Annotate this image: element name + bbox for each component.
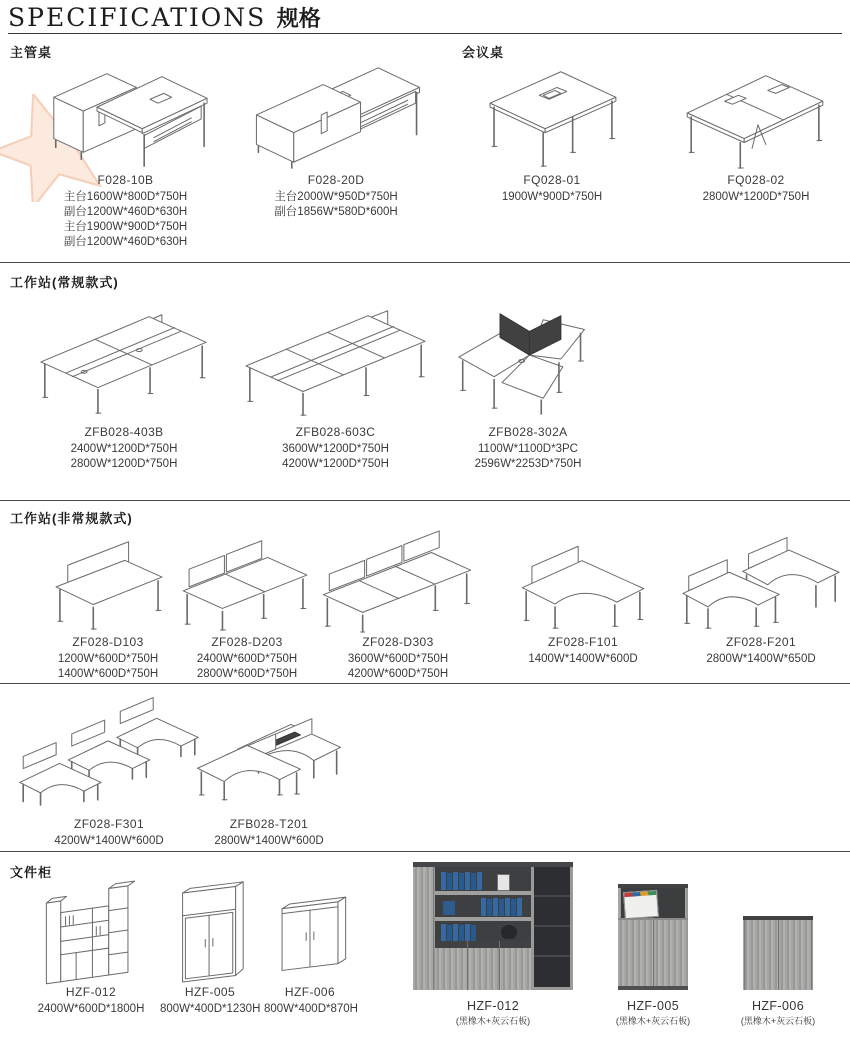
glass-frame-line bbox=[534, 925, 570, 927]
shelf-lip bbox=[618, 918, 688, 920]
lower-doors bbox=[435, 941, 531, 990]
shelf-board bbox=[435, 917, 531, 921]
product-card-hzf-012 bbox=[30, 874, 152, 1017]
product-card-zfb028-403b bbox=[38, 294, 210, 472]
low-cabinet-drawing bbox=[265, 876, 355, 982]
product-specs: 2400W*600D*750H 2800W*600D*750H bbox=[196, 653, 298, 680]
product-specs: 2400W*600D*1800H bbox=[37, 1003, 145, 1015]
product-card-zf028-d303 bbox=[313, 526, 483, 682]
product-specs: 800W*400D*870H bbox=[264, 1003, 358, 1015]
cabinet-photo-hzf-012 bbox=[413, 862, 573, 990]
door-seam bbox=[778, 920, 779, 990]
product-code: ZF028-D103 bbox=[72, 635, 144, 649]
product-code: ZF028-D203 bbox=[211, 635, 283, 649]
photo-frame bbox=[497, 874, 510, 891]
open-slot bbox=[435, 941, 531, 948]
product-card-zfb028-302a bbox=[447, 294, 609, 472]
executive-desk-drawing bbox=[248, 58, 424, 170]
divider bbox=[0, 262, 850, 263]
product-code: FQ028-02 bbox=[727, 173, 785, 187]
product-specs: 3600W*1200D*750H 4200W*1200D*750H bbox=[282, 443, 389, 470]
binder-row bbox=[441, 872, 482, 890]
product-code: HZF-005 bbox=[184, 985, 236, 999]
meeting-table-drawing bbox=[678, 58, 834, 170]
divider bbox=[0, 851, 850, 852]
product-code: F028-10B bbox=[97, 173, 154, 187]
product-code: HZF-012 bbox=[65, 985, 117, 999]
photo-caption: HZF-005 (黑橡木+灰云石板) bbox=[615, 999, 691, 1026]
section-label-meeting-tables: 会议桌 bbox=[462, 45, 505, 60]
bench-workstation-drawing bbox=[33, 298, 215, 422]
product-code: ZFB028-603C bbox=[295, 425, 376, 439]
cabinet-photo-hzf-006 bbox=[743, 916, 813, 990]
photo-caption: HZF-006 (黑橡木+灰云石板) bbox=[740, 999, 816, 1026]
product-specs: 1400W*1400W*600D bbox=[528, 653, 638, 665]
desk-with-screen-drawing bbox=[41, 526, 176, 632]
shelf-board bbox=[435, 891, 531, 895]
product-specs: 800W*400D*1230H bbox=[160, 1003, 261, 1015]
product-card-hzf-005 bbox=[160, 874, 260, 1017]
product-specs: 2800W*1400W*650D bbox=[706, 653, 816, 665]
product-specs: 4200W*1400W*600D bbox=[54, 835, 164, 847]
title-rule bbox=[8, 33, 842, 34]
product-code: FQ028-01 bbox=[523, 173, 581, 187]
product-card-fq028-01 bbox=[477, 56, 627, 205]
product-specs: 1900W*900D*750H bbox=[501, 191, 603, 203]
tall-cabinet-drawing bbox=[163, 876, 258, 982]
product-card-zf028-f301 bbox=[18, 690, 200, 849]
product-card-f028-20d bbox=[250, 56, 422, 220]
product-card-hzf-006 bbox=[264, 874, 356, 1017]
product-card-zf028-d203 bbox=[167, 526, 327, 682]
section-label-workstation-regular: 工作站(常规款式) bbox=[10, 275, 119, 290]
product-specs: 2800W*1200D*750H bbox=[702, 191, 810, 203]
cabinet-photo-hzf-005 bbox=[618, 884, 688, 990]
door-seam bbox=[499, 941, 500, 990]
product-code: ZF028-F301 bbox=[73, 817, 145, 831]
product-code: ZF028-D303 bbox=[362, 635, 434, 649]
glass-frame-line bbox=[534, 895, 570, 897]
product-code: ZFB028-302A bbox=[488, 425, 568, 439]
product-code: ZFB028-T201 bbox=[229, 817, 309, 831]
product-specs: 3600W*600D*750H 4200W*600D*750H bbox=[347, 653, 449, 680]
l-desk-drawing bbox=[675, 526, 847, 632]
page-title-zh: 规格 bbox=[276, 6, 321, 31]
glass-door bbox=[531, 867, 573, 990]
product-code: HZF-006 bbox=[284, 985, 336, 999]
product-card-fq028-02 bbox=[678, 56, 834, 205]
product-code: F028-20D bbox=[307, 173, 365, 187]
product-card-zf028-f101 bbox=[503, 526, 663, 667]
product-specs: 1100W*1100D*3PC 2596W*2253D*750H bbox=[474, 443, 582, 470]
divider bbox=[0, 683, 850, 684]
open-shelves bbox=[435, 867, 531, 941]
l-desk-drawing bbox=[506, 526, 661, 632]
product-card-zf028-f201 bbox=[675, 526, 847, 667]
photo-caption: HZF-012 (黑橡木+灰云石板) bbox=[455, 999, 531, 1026]
plant-decor bbox=[501, 925, 517, 939]
cluster-workstation-drawing bbox=[447, 296, 609, 422]
door-seam bbox=[433, 867, 434, 990]
bench-workstation-drawing bbox=[240, 298, 432, 422]
page-title-en: SPECIFICATIONS bbox=[8, 3, 267, 32]
product-card-zfb028-t201 bbox=[190, 690, 348, 849]
door-edge bbox=[744, 920, 745, 990]
product-code: ZF028-F101 bbox=[547, 635, 619, 649]
product-specs: 主台1600W*800D*750H 副台1200W*460D*630H 主台1900W*900D*750H 副台1200W*460D*630H bbox=[63, 191, 188, 248]
product-specs: 2400W*1200D*750H 2800W*1200D*750H bbox=[70, 443, 178, 470]
section-label-workstation-irregular: 工作站(非常规款式) bbox=[10, 511, 133, 526]
desk-with-screen-drawing bbox=[316, 526, 480, 632]
door-seam bbox=[467, 941, 468, 990]
product-code: ZFB028-403B bbox=[84, 425, 164, 439]
facing-l-desks-drawing bbox=[188, 692, 350, 814]
desk-with-screen-drawing bbox=[172, 526, 322, 632]
whiteboard-color-strip bbox=[624, 891, 656, 897]
section-label-file-cabinets: 文件柜 bbox=[10, 865, 53, 880]
glass-frame-line bbox=[534, 955, 570, 957]
page-title bbox=[8, 2, 321, 33]
binder-row bbox=[481, 898, 522, 916]
door-seam bbox=[653, 918, 654, 986]
product-card-zf028-d103 bbox=[33, 526, 183, 682]
binder-row bbox=[441, 924, 476, 941]
whiteboard bbox=[623, 890, 659, 919]
product-specs: 2800W*1400W*600D bbox=[214, 835, 324, 847]
plinth bbox=[618, 986, 688, 990]
executive-desk-drawing bbox=[40, 58, 212, 170]
product-specs: 主台2000W*950D*750H 副台1856W*580D*600H bbox=[274, 191, 398, 218]
door-edge bbox=[811, 920, 812, 990]
wall-cabinet-drawing bbox=[31, 876, 151, 982]
l-desk-drawing bbox=[18, 692, 200, 814]
product-specs: 1200W*600D*750H 1400W*600D*750H bbox=[57, 653, 159, 680]
product-card-zfb028-603c bbox=[243, 294, 428, 472]
section-label-executive-desks: 主管桌 bbox=[10, 45, 53, 60]
open-compartment bbox=[621, 888, 685, 918]
meeting-table-drawing bbox=[477, 58, 627, 170]
product-code: ZF028-F201 bbox=[725, 635, 797, 649]
divider bbox=[0, 500, 850, 501]
product-card-f028-10b bbox=[43, 56, 208, 250]
binder-stack bbox=[443, 901, 455, 915]
